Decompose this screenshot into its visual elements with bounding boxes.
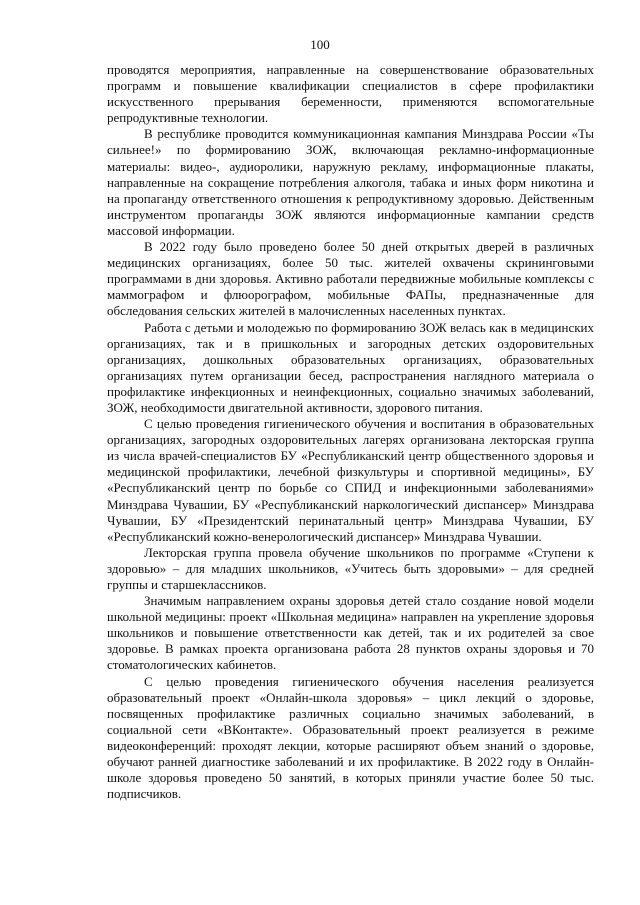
- document-body: [107, 62, 594, 802]
- paragraph: проводятся мероприятия, направленные на совершенствование образовательных программ и повышение квалификации специалистов в сфере профилактики искусственного прерывания беременности, применяются вспомогательные репродуктивные технологии.: [107, 62, 594, 126]
- paragraph: Работа с детьми и молодежью по формированию ЗОЖ велась как в медицинских организациях, так и в пришкольных и загородных детских оздоровительных организациях, дошкольных образовательных организациях, образовательных организациях путем организации бесед, распространения наглядного материала о профилактике инфекционных и неинфекционных, социально значимых заболеваний, ЗОЖ, необходимости двигательной активности, здорового питания.: [107, 319, 594, 415]
- paragraph: Значимым направлением охраны здоровья детей стало создание новой модели школьной медицины: проект «Школьная медицина» направлен на укрепление здоровья школьников и повышение ответственности как детей, так и их родителей за свое здоровье. В рамках проекта организована работа 28 пунктов охраны здоровья и 70 стоматологических кабинетов.: [107, 593, 594, 673]
- paragraph: Лекторская группа провела обучение школьников по программе «Ступени к здоровью» – для младших школьников, «Учитесь быть здоровыми» – для средней группы и старшеклассников.: [107, 544, 594, 592]
- page-number: 100: [310, 37, 330, 52]
- paragraph: В 2022 году было проведено более 50 дней открытых дверей в различных медицинских организациях, более 50 тыс. жителей охвачены скрининговыми программами в дни здоровья. Активно работали передвижные мобильные комплексы с маммографом и флюорографом, мобильные ФАПы, предназначенные для обследования сельских жителей в малочисленных населенных пунктах.: [107, 239, 594, 319]
- paragraph: С целью проведения гигиенического обучения населения реализуется образовательный проект «Онлайн-школа здоровья» – цикл лекций о здоровье, посвященных профилактике различных социально значимых заболеваний, в социальной сети «ВКонтакте». Образовательный проект реализуется в режиме видеоконференций: проходят лекции, которые расширяют объем знаний о здоровье, обучают ранней диагностике заболеваний и их профилактике. В 2022 году в Онлайн-школе здоровья проведено 50 занятий, в которых приняли участие более 50 тыс. подписчиков.: [107, 673, 594, 802]
- paragraph: В республике проводится коммуникационная кампания Минздрава России «Ты сильнее!» по формированию ЗОЖ, включающая рекламно-информационные материалы: видео-, аудиоролики, наружную рекламу, информационные плакаты, направленные на сокращение потребления алкоголя, табака и иных форм никотина и на пропаганду ответственного отношения к репродуктивному здоровью. Действенным инструментом пропаганды ЗОЖ являются информационные кампании средств массовой информации.: [107, 126, 594, 238]
- paragraph: С целью проведения гигиенического обучения и воспитания в образовательных организациях, загородных оздоровительных лагерях организована лекторская группа из числа врачей-специалистов БУ «Республиканский центр общественного здоровья и медицинской профилактики, лечебной физкультуры и спортивной медицины», БУ «Республиканский центр по борьбе со СПИД и инфекционными заболеваниями» Минздрава Чувашии, БУ «Республиканский наркологический диспансер» Минздрава Чувашии, БУ «Президентский перинатальный центр» Минздрава Чувашии, БУ «Республиканский кожно-венерологический диспансер» Минздрава Чувашии.: [107, 416, 594, 544]
